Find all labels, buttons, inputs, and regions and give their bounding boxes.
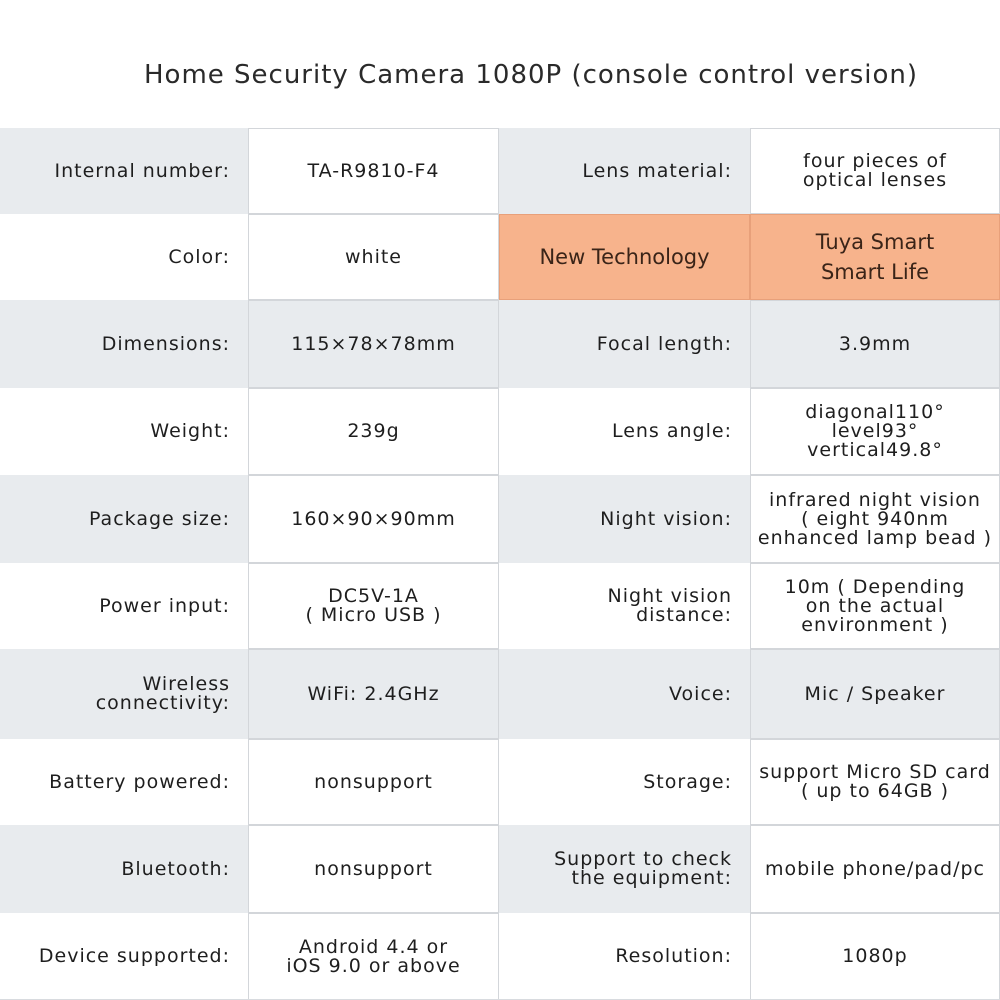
spec-label: Dimensions:: [0, 300, 248, 388]
spec-label: Support to check the equipment:: [499, 825, 750, 913]
spec-value: four pieces of optical lenses: [750, 128, 1000, 214]
spec-value: 160×90×90mm: [248, 475, 499, 563]
spec-value: diagonal110° level93° vertical49.8°: [750, 388, 1000, 475]
spec-label: Lens material:: [499, 128, 750, 214]
spec-row: [0, 388, 1000, 475]
spec-value: 1080p: [750, 913, 1000, 1000]
spec-row: [0, 300, 1000, 388]
spec-label: Focal length:: [499, 300, 750, 388]
spec-value: 3.9mm: [750, 300, 1000, 388]
spec-value: TA-R9810-F4: [248, 128, 499, 214]
spec-value: Android 4.4 or iOS 9.0 or above: [248, 913, 499, 1000]
spec-label: Voice:: [499, 649, 750, 739]
spec-label: Night vision:: [499, 475, 750, 563]
spec-value: mobile phone/pad/pc: [750, 825, 1000, 913]
spec-row: [0, 649, 1000, 739]
spec-label: Bluetooth:: [0, 825, 248, 913]
spec-label: Device supported:: [0, 913, 248, 1000]
page-title: Home Security Camera 1080P (console control version): [143, 60, 918, 90]
spec-label: Color:: [0, 214, 248, 300]
spec-row: [0, 214, 1000, 300]
spec-row: [0, 739, 1000, 825]
spec-value: nonsupport: [248, 739, 499, 825]
spec-row: [0, 128, 1000, 214]
app-support-banner: Tuya Smart Smart Life: [750, 214, 1000, 300]
spec-label: Battery powered:: [0, 739, 248, 825]
spec-value: Mic / Speaker: [750, 649, 1000, 739]
spec-label: Resolution:: [499, 913, 750, 1000]
spec-row: [0, 913, 1000, 1000]
spec-value: WiFi: 2.4GHz: [248, 649, 499, 739]
spec-label: Package size:: [0, 475, 248, 563]
spec-label: Storage:: [499, 739, 750, 825]
spec-label: Wireless connectivity:: [0, 649, 248, 739]
spec-row: [0, 563, 1000, 649]
new-technology-banner: New Technology: [499, 214, 750, 300]
spec-row: [0, 825, 1000, 913]
spec-label: Internal number:: [0, 128, 248, 214]
spec-value: nonsupport: [248, 825, 499, 913]
spec-label: Weight:: [0, 388, 248, 475]
spec-value: 10m ( Depending on the actual environment ): [750, 563, 1000, 649]
spec-value: support Micro SD card ( up to 64GB ): [750, 739, 1000, 825]
spec-value: infrared night vision ( eight 940nm enhanced lamp bead ): [750, 475, 1000, 563]
spec-label: Lens angle:: [499, 388, 750, 475]
spec-value: DC5V-1A ( Micro USB ): [248, 563, 499, 649]
spec-value: 239g: [248, 388, 499, 475]
spec-value: white: [248, 214, 499, 300]
spec-label: Night vision distance:: [499, 563, 750, 649]
spec-label: Power input:: [0, 563, 248, 649]
spec-row: [0, 475, 1000, 563]
spec-value: 115×78×78mm: [248, 300, 499, 388]
